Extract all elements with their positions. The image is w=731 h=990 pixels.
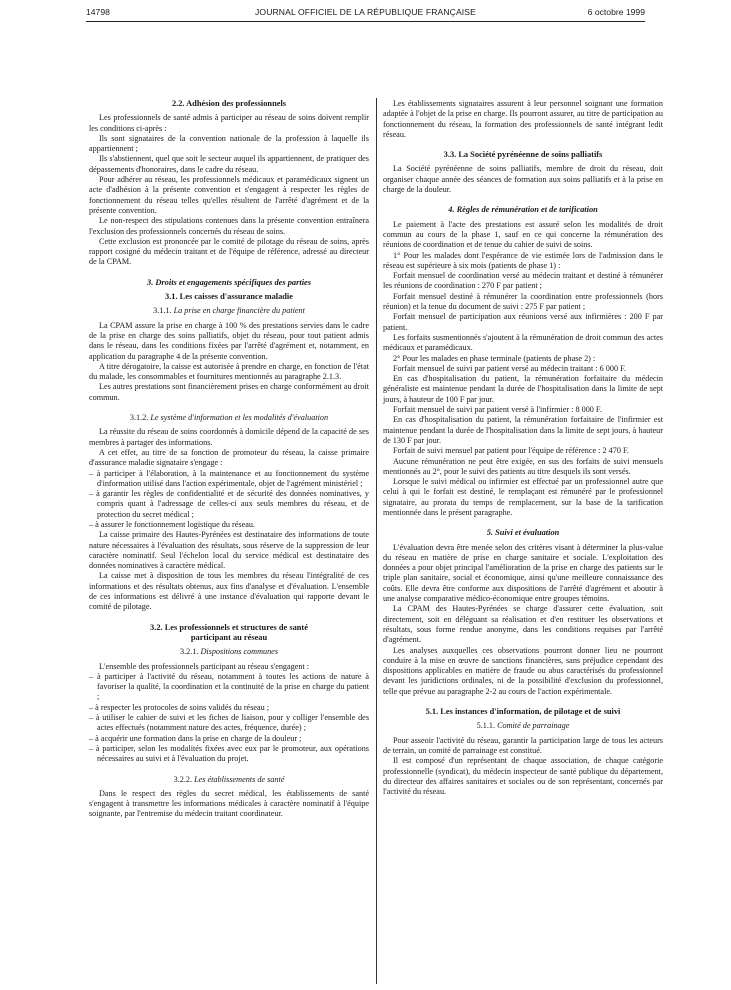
right-column	[383, 99, 663, 797]
section-5-1-heading: 5.1. Les instances d'information, de pilotage et de suivi	[425, 707, 621, 717]
paragraph: Il est composé d'un représentant de chaque association, de chaque catégorie professionnelle (syndicat), du médecin inspecteur de santé publique du département, du directeur des affaires sanitaires et sociales ou de son représentant, concernés par l'activité du réseau.	[383, 756, 663, 797]
paragraph: Dans le respect des règles du secret médical, les établissements de santé s'engagent à transmettre les informations médicales à caractère nominatif à l'équipe soignante, par l'entremise du médecin traitant coordinateur.	[89, 788, 369, 819]
paragraph: Forfait mensuel destiné à rémunérer la coordination entre professionnels (hors réunion) et la tenue du document de suivi : 275 F par patient ;	[383, 291, 663, 312]
section-3-2-2-heading: 3.2.2. Les établissements de santé	[173, 774, 285, 784]
paragraph: Forfait mensuel de suivi par patient versé au médecin traitant : 6 000 F.	[393, 363, 627, 373]
paragraph: Ils s'abstiennent, quel que soit le secteur auquel ils appartiennent, de pratiquer des dépassements d'honoraires, dans le cadre du réseau.	[89, 154, 369, 174]
issue-date: 6 octobre 1999	[587, 7, 645, 17]
section-3-heading: 3. Droits et engagements spécifiques des parties	[147, 277, 311, 287]
section-4-heading: 4. Règles de rémunération et de tarification	[448, 205, 598, 215]
paragraph: Forfait mensuel de participation aux réunions versé aux infirmières : 200 F par patient.	[383, 312, 663, 332]
paragraph: Aucune rémunération ne peut être exigée, en sus des forfaits de suivi mensuels mentionnés au 2°, pour le suivi des patients au titre desquels ils sont versés.	[383, 456, 663, 476]
header-rule	[86, 21, 645, 22]
paragraph: La caisse primaire des Hautes-Pyrénées est destinataire des informations de toute nature nécessaires à l'évaluation des résultats, sous réserve de la suppression de leur caractère nominatif. Seul l'échelon local du service médical est destinataire des données nominatives à caractère médical.	[89, 530, 369, 571]
list-item: – à acquérir une formation dans la prise en charge de la douleur ;	[89, 733, 302, 743]
list-item: – à utiliser le cahier de suivi et les fiches de liaison, pour y colliger l'ensemble des actes effectués (notamment nature des actes, fréquence, durée) ;	[89, 713, 369, 733]
paragraph: Les établissements signataires assurent à leur personnel soignant une formation adaptée à l'objet de la prise en charge. Ils pourront assurer, au titre de participation au fonctionnement du réseau, la formation des professionnels de santé intégrant ledit réseau.	[383, 99, 663, 139]
section-3-1-1-heading: 3.1.1. La prise en charge financière du patient	[153, 306, 305, 316]
paragraph: La Société pyrénéenne de soins palliatifs, membre de droit du réseau, doit organiser chaque année des séances de formation aux soins palliatifs et à la prise en charge de la douleur.	[383, 164, 663, 195]
paragraph: L'ensemble des professionnels participant au réseau s'engagent :	[99, 661, 310, 671]
professionals-commitments-list	[89, 672, 369, 765]
list-item: – à garantir les règles de confidentialité et de sécurité des données nominatives, y compris quant à l'adressage de celles-ci aux seuls membres du réseau, et de protection du secret médical ;	[89, 489, 369, 519]
paragraph: Pour asseoir l'activité du réseau, garantir la participation large de tous les acteurs de terrain, un comité de parrainage est constitué.	[383, 735, 663, 755]
page-number: 14798	[86, 7, 110, 17]
paragraph: La réussite du réseau de soins coordonnés à domicile dépend de la capacité de ses membres à partager des informations.	[89, 427, 369, 447]
paragraph: A cet effet, au titre de sa fonction de promoteur du réseau, la caisse primaire d'assurance maladie signataire s'engage :	[89, 447, 369, 468]
paragraph: Forfait mensuel de coordination versé au médecin traitant et destiné à rémunérer les réunions de coordination : 270 F par patient ;	[383, 271, 663, 291]
paragraph: La CPAM assure la prise en charge à 100 % des prestations servies dans le cadre de la prise en charge des soins palliatifs, objet du réseau, pour tout patient admis dans le réseau, dans les conditions fixées par l'arrêté d'agrément et, notamment, en application du paragraphe 4 de la présente convention.	[89, 320, 369, 361]
section-3-1-heading: 3.1. Les caisses d'assurance maladie	[165, 292, 293, 302]
list-item: – à participer, selon les modalités fixées avec eux par le promoteur, aux opérations nécessaires au suivi et à l'évaluation du projet.	[89, 743, 369, 764]
section-3-3-heading: 3.3. La Société pyrénéenne de soins palliatifs	[443, 150, 603, 160]
paragraph: A titre dérogatoire, la caisse est autorisée à prendre en charge, en fonction de l'état du malade, les consommables et fournitures mentionnés au paragraphe 2.1.3.	[89, 361, 369, 382]
section-3-1-2-heading: 3.1.2. Le système d'information et les modalités d'évaluation	[129, 413, 329, 423]
section-5-1-1-heading: 5.1.1. Comité de parrainage	[476, 721, 570, 731]
paragraph: Les autres prestations sont financièrement prises en charge conformément au droit commun.	[89, 382, 369, 402]
section-3-2-heading: 3.2. Les professionnels et structures de santé participant au réseau	[150, 622, 308, 642]
section-2-2-heading: 2.2. Adhésion des professionnels	[171, 99, 287, 108]
commitments-list	[89, 469, 369, 531]
list-item: – à assurer le fonctionnement logistique du réseau.	[89, 519, 255, 529]
list-item: – à participer à l'activité du réseau, notamment à toutes les actions de nature à favoriser la qualité, la coordination et la continuité de la prise en charge du patient ;	[89, 671, 369, 702]
paragraph: Forfait mensuel de suivi par patient versé à l'infirmier : 8 000 F.	[393, 405, 602, 415]
section-5-heading: 5. Suivi et évaluation	[486, 528, 560, 538]
paragraph: Cette exclusion est prononcée par le comité de pilotage du réseau de soins, après rapport cosigné du médecin traitant et de l'équipe de référence, adressé au directeur de la CPAM.	[89, 236, 369, 267]
paragraph: Lorsque le suivi médical ou infirmier est effectué par un professionnel autre que celui à qui le forfait est destiné, le remplaçant est rémunéré par le professionnel signataire, au prorata du temps de remplacement, sur la base de la tarification mentionnée dans le présent paragraphe.	[383, 477, 663, 517]
paragraph: Ils sont signataires de la convention nationale de la profession à laquelle ils appartiennent ;	[89, 133, 369, 154]
section-3-2-1-heading: 3.2.1. Dispositions communes	[179, 647, 279, 657]
paragraph: Le paiement à l'acte des prestations est assuré selon les modalités de droit commun au cours de la phase 1, sauf en ce qui concerne la rémunération des réunions de coordination et de tenue du cahier de suivi de soins.	[383, 219, 663, 250]
paragraph: Les forfaits susmentionnés s'ajoutent à la rémunération de droit commun des actes médicaux et paramédicaux.	[383, 332, 663, 353]
paragraph: Le non-respect des stipulations contenues dans la présente convention entraînera l'exclusion des professionnels concernés du réseau de soins.	[89, 216, 369, 236]
paragraph: En cas d'hospitalisation du patient, la rémunération forfaitaire du médecin généraliste est maintenue pendant la durée de l'hospitalisation dans la limite de sept jours, à hauteur de 100 F par jour.	[383, 374, 663, 404]
paragraph: La caisse met à disposition de tous les membres du réseau l'intégralité de ces informations et des résultats obtenus, aux fins d'analyse et d'évaluation. L'ensemble de ces informations est délivré à une instance d'évaluation qui rapporte devant le comité de pilotage.	[89, 571, 369, 612]
list-item: – à participer à l'élaboration, à la maintenance et au fonctionnement du système d'information utilisé dans l'action expérimentale, objet de l'agrément ministériel ;	[89, 468, 369, 488]
paragraph: Forfait de suivi mensuel par patient pour l'équipe de référence : 2 470 F.	[393, 446, 629, 456]
paragraph: 2° Pour les malades en phase terminale (patients de phase 2) :	[393, 353, 596, 363]
paragraph: Les professionnels de santé admis à participer au réseau de soins doivent remplir les conditions ci-après :	[89, 113, 369, 133]
paragraph: Les analyses auxquelles ces observations pourront donner lieu ne pourront conduire à la mise en œuvre de sanctions financières, sans préjudice cependant des dispositions applicables en matière de fraude ou abus caractérisés du professionnel devant les juridictions ordinales, ni de la possibilité d'exclusion du professionnel, telle que prévue au paragraphe 2-2 au cours de l'action expérimentale.	[383, 645, 663, 696]
page-header	[86, 7, 645, 21]
paragraph: 1° Pour les malades dont l'espérance de vie estimée lors de l'admission dans le réseau est supérieure à six mois (patients de phase 1) :	[383, 250, 663, 270]
list-item: – à respecter les protocoles de soins validés du réseau ;	[89, 702, 270, 712]
left-column	[89, 99, 369, 820]
column-divider	[376, 98, 377, 984]
paragraph: La CPAM des Hautes-Pyrénées se charge d'assurer cette évaluation, soit directement, soit en déléguant sa réalisation et d'en restituer les observations et résultats, sous forme rendue anonyme, dans les conditions requises par l'arrêté d'agrément.	[383, 604, 663, 645]
journal-title: JOURNAL OFFICIEL DE LA RÉPUBLIQUE FRANÇAISE	[255, 7, 476, 17]
paragraph: L'évaluation devra être menée selon des critères visant à déterminer la plus-value du réseau en matière de prise en charge sanitaire et sociale. L'exploitation des données a pour objet principal l'amélioration de la prise en charge des patients sur le triple plan sanitaire, social et économique, ainsi qu'une meilleure connaissance des coûts. Elle devra être conforme aux dispositions de l'arrêté d'agrément et aboutir à une analyse comparative médico-économique entre groupes témoins.	[383, 542, 663, 604]
paragraph: En cas d'hospitalisation du patient, la rémunération forfaitaire de l'infirmier est maintenue pendant la durée de l'hospitalisation dans la limite de sept jours, à hauteur de 130 F par jour.	[383, 415, 663, 445]
paragraph: Pour adhérer au réseau, les professionnels médicaux et paramédicaux signent un acte d'adhésion à la présente convention et s'engagent à respecter les règles de fonctionnement du réseau telles qu'elles résultent de l'arrêté d'agrément et de la présente convention.	[89, 175, 369, 215]
